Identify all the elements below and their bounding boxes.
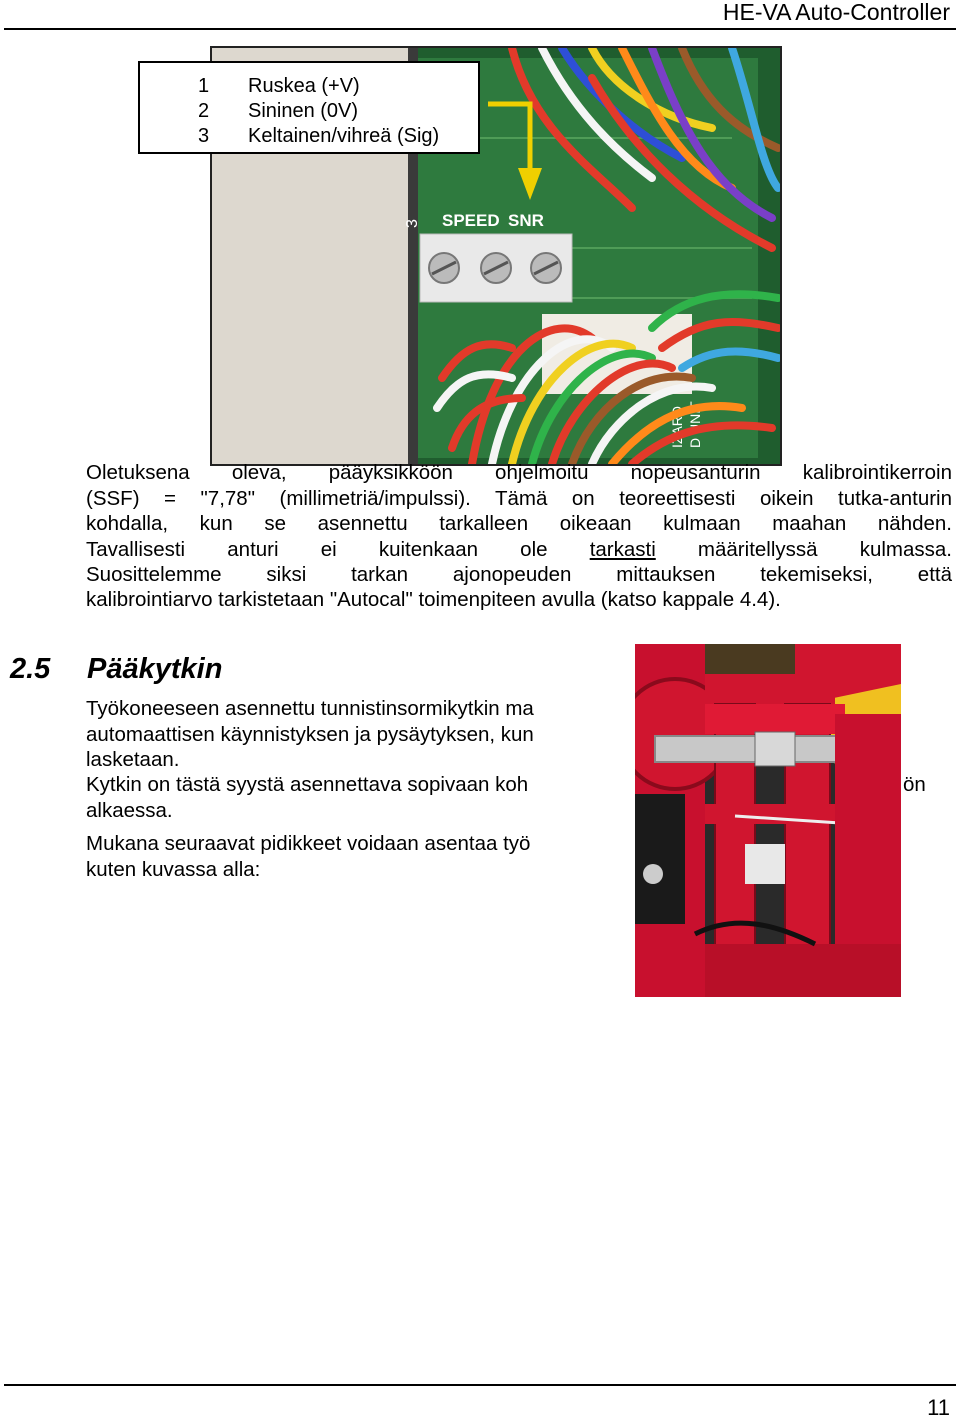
legend-item: 2 Sininen (0V) <box>198 100 359 122</box>
footer-rule <box>4 1384 956 1386</box>
underlined-word: tarkasti <box>589 537 656 561</box>
main-switch-paragraph: Työkoneeseen asennettu tunnistinsormikytkin ma automaattisen käynnistyksen ja pysäytyksen, kun lasketaan. <box>86 697 534 771</box>
board-label-speed: SPEED <box>442 211 500 230</box>
board-label-snr: SNR <box>508 211 544 230</box>
header-rule <box>4 28 956 30</box>
mounting-paragraph: Kytkin on tästä syystä asennettava sopivaan koh alkaessa. <box>86 773 529 822</box>
section-title: Pääkytkin <box>87 653 223 685</box>
section-number: 2.5 <box>10 653 51 685</box>
legend-item: 1 Ruskea (+V) <box>198 75 360 97</box>
svg-text:IZARD: IZARD <box>669 406 685 448</box>
document-header-title: HE-VA Auto-Controller <box>722 0 950 25</box>
svg-text:D UNIT: D UNIT <box>687 401 703 448</box>
svg-text:3: 3 <box>404 219 421 228</box>
calibration-paragraph-last-line: kalibrointiarvo tarkistetaan "Autocal" toimenpiteen avulla (katso kappale 4.4). <box>86 588 781 611</box>
brackets-paragraph: Mukana seuraavat pidikkeet voidaan asentaa työ kuten kuvassa alla: <box>86 832 531 881</box>
page-number: 11 <box>927 1395 950 1420</box>
calibration-paragraph: Oletuksena oleva, pääyksikköön ohjelmoitu nopeusanturin kalibrointikerroin (SSF) = "7,78" (millimetriä/impulssi). Tämä on teoreettisesti oikein tutka-anturin kohdalla, kun se asennettu tarkalleen oikeaan kulmaan maahan nähden. Tavallisesti anturi ei kuitenkaan ole tarkasti määritellyssä kulmassa. Suosittelemme siksi tarkan ajonopeuden mittauksen tekemiseksi, että <box>86 461 952 586</box>
main-switch-photo <box>635 644 901 997</box>
mounting-paragraph-trailing: ön <box>903 773 926 796</box>
wire-color-legend <box>138 61 480 154</box>
legend-item: 3 Keltainen/vihreä (Sig) <box>198 125 440 147</box>
